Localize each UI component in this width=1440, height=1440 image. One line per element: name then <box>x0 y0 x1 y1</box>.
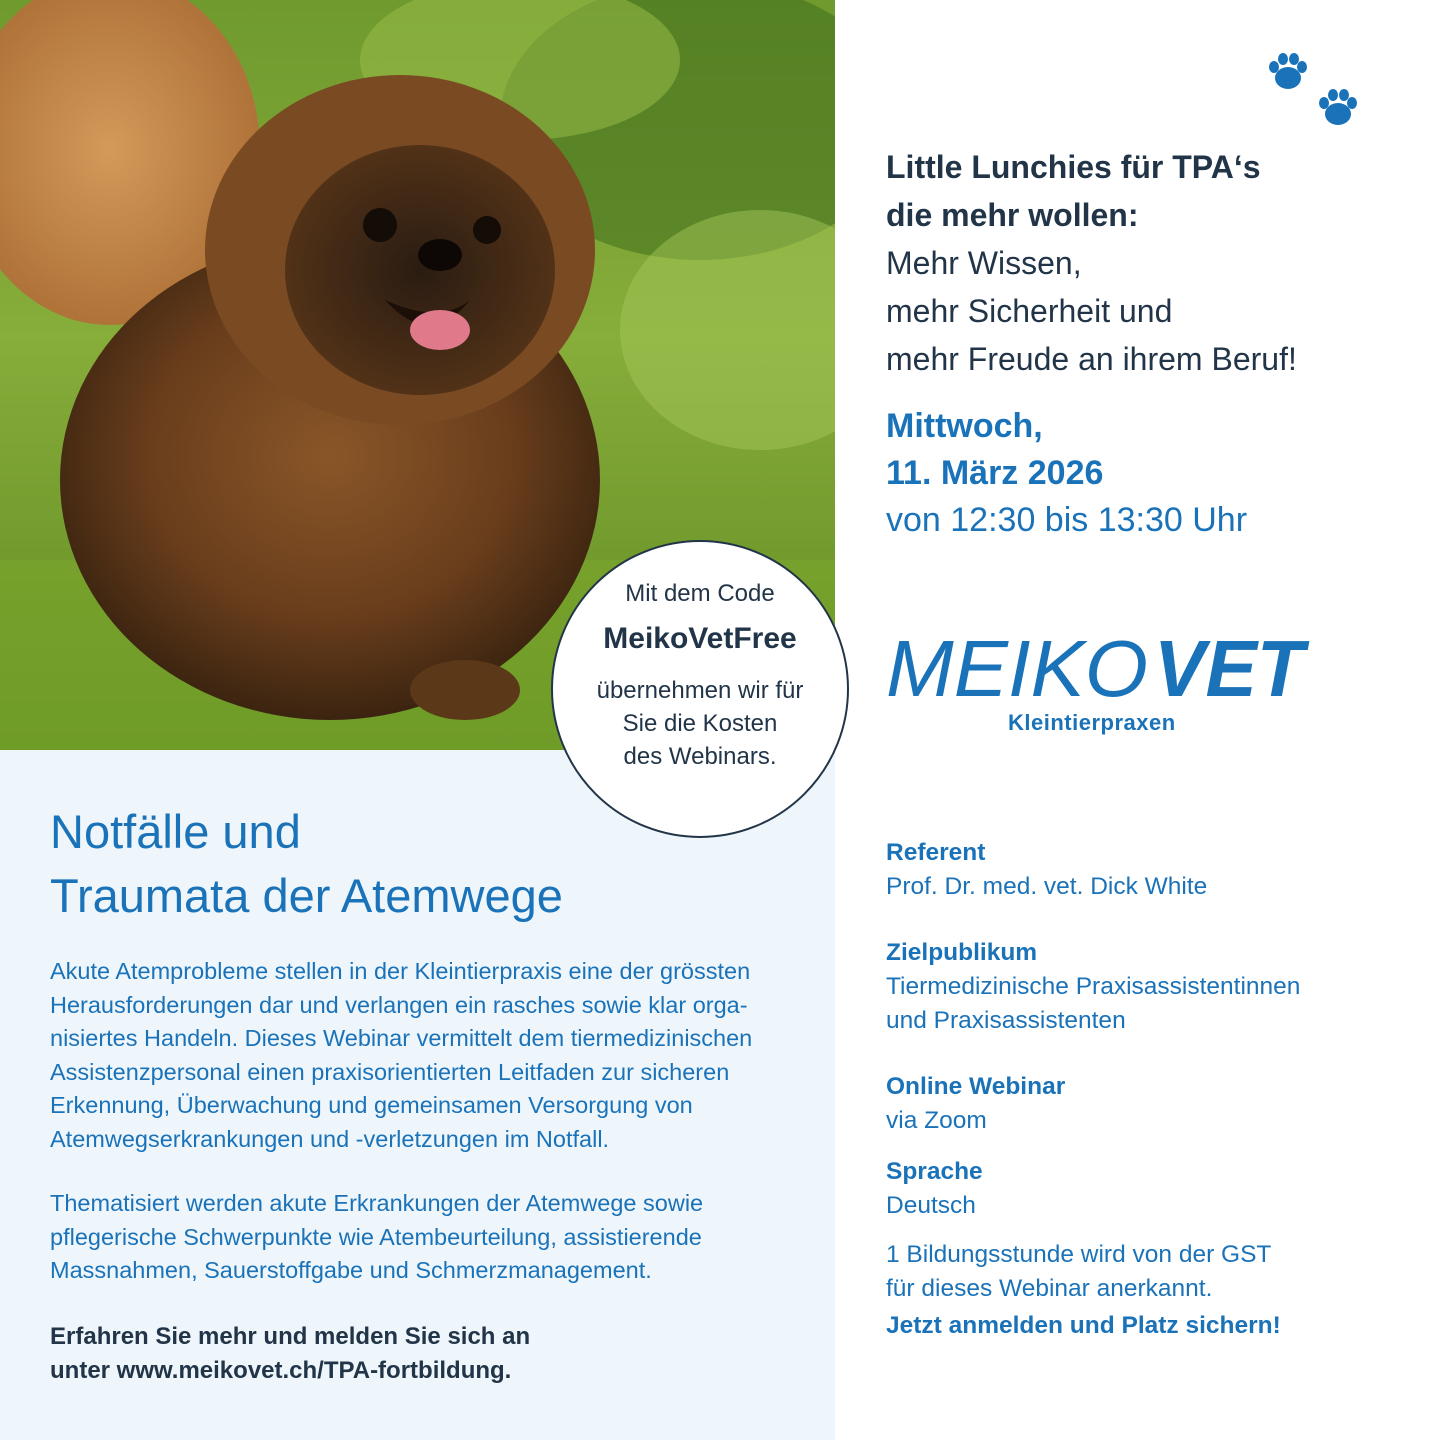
badge-intro: Mit dem Code <box>625 580 775 607</box>
badge-line-5: des Webinars. <box>623 743 777 770</box>
badge-text <box>553 674 847 773</box>
promo-code-badge <box>551 540 849 838</box>
title-line-1: Notfälle und <box>50 805 301 858</box>
desc1-line: nisiertes Handeln. Dieses Webinar vermittelt dem tiermedizinischen <box>50 1025 753 1051</box>
tagline <box>886 143 1406 383</box>
badge-line-3: übernehmen wir für <box>596 677 804 704</box>
referent-label: Referent <box>886 839 986 866</box>
logo-part-2: VET <box>1154 630 1310 710</box>
logo-part-1: MEIKO <box>886 630 1148 710</box>
date-day: 11. März 2026 <box>886 454 1104 492</box>
date-weekday: Mittwoch, <box>886 407 1043 445</box>
paw-print-icon <box>1264 52 1364 132</box>
desc1-line: Assistenzpersonal einen praxisorientierten Leitfaden zur sicheren <box>50 1058 730 1085</box>
date-time: von 12:30 bis 13:30 Uhr <box>886 501 1248 539</box>
tagline-bold-1: Little Lunchies für TPA‘s <box>886 149 1261 185</box>
audience-line-2: und Praxisassistenten <box>886 1007 1126 1034</box>
format-block <box>886 1070 1386 1138</box>
cta-line-1: Erfahren Sie mehr und melden Sie sich an <box>50 1323 531 1350</box>
tagline-line-3: Mehr Wissen, <box>886 245 1082 281</box>
more-info-link[interactable] <box>50 1320 820 1388</box>
audience-block <box>886 936 1386 1038</box>
description-paragraph-2 <box>50 1187 820 1288</box>
tagline-bold-2: die mehr wollen: <box>886 197 1139 233</box>
credit-line-2: für dieses Webinar anerkannt. <box>886 1275 1213 1302</box>
format-value: via Zoom <box>886 1107 987 1134</box>
desc1-line: Herausforderungen dar und verlangen ein rasches sowie klar orga- <box>50 991 748 1018</box>
language-block <box>886 1155 1386 1223</box>
audience-label: Zielpublikum <box>886 939 1038 966</box>
description-paragraph-1 <box>50 955 820 1156</box>
desc1-line: Atemwegserkrankungen und -verletzungen im Notfall. <box>50 1125 610 1152</box>
desc2-line: Massnahmen, Sauerstoffgabe und Schmerzmanagement. <box>50 1257 652 1283</box>
credit-block <box>886 1238 1386 1306</box>
event-date <box>886 403 1406 544</box>
tagline-line-4: mehr Sicherheit und <box>886 293 1173 329</box>
format-label: Online Webinar <box>886 1073 1066 1100</box>
desc1-line: Akute Atemprobleme stellen in der Kleintierpraxis eine der grössten <box>50 958 751 984</box>
credit-line-1: 1 Bildungsstunde wird von der GST <box>886 1241 1272 1268</box>
badge-line-4: Sie die Kosten <box>622 710 778 737</box>
desc2-line: Thematisiert werden akute Erkrankungen der Atemwege sowie <box>50 1190 704 1216</box>
promo-code: MeikoVetFree <box>603 622 797 655</box>
language-value: Deutsch <box>886 1192 976 1219</box>
logo-subtitle: Kleintierpraxen <box>1008 710 1176 735</box>
desc1-line: Erkennung, Überwachung und gemeinsamen Versorgung von <box>50 1092 693 1118</box>
title-line-2: Traumata der Atemwege <box>50 869 563 922</box>
referent-value: Prof. Dr. med. vet. Dick White <box>886 873 1208 900</box>
desc2-line: pflegerische Schwerpunkte wie Atembeurteilung, assistierende <box>50 1223 702 1250</box>
tagline-line-5: mehr Freude an ihrem Beruf! <box>886 341 1297 377</box>
referent-block <box>886 836 1386 904</box>
cta-line-2[interactable]: unter www.meikovet.ch/TPA-fortbildung. <box>50 1357 512 1384</box>
language-label: Sprache <box>886 1158 983 1185</box>
signup-link[interactable]: Jetzt anmelden und Platz sichern! <box>886 1312 1281 1339</box>
audience-line-1: Tiermedizinische Praxisassistentinnen <box>886 973 1301 1000</box>
